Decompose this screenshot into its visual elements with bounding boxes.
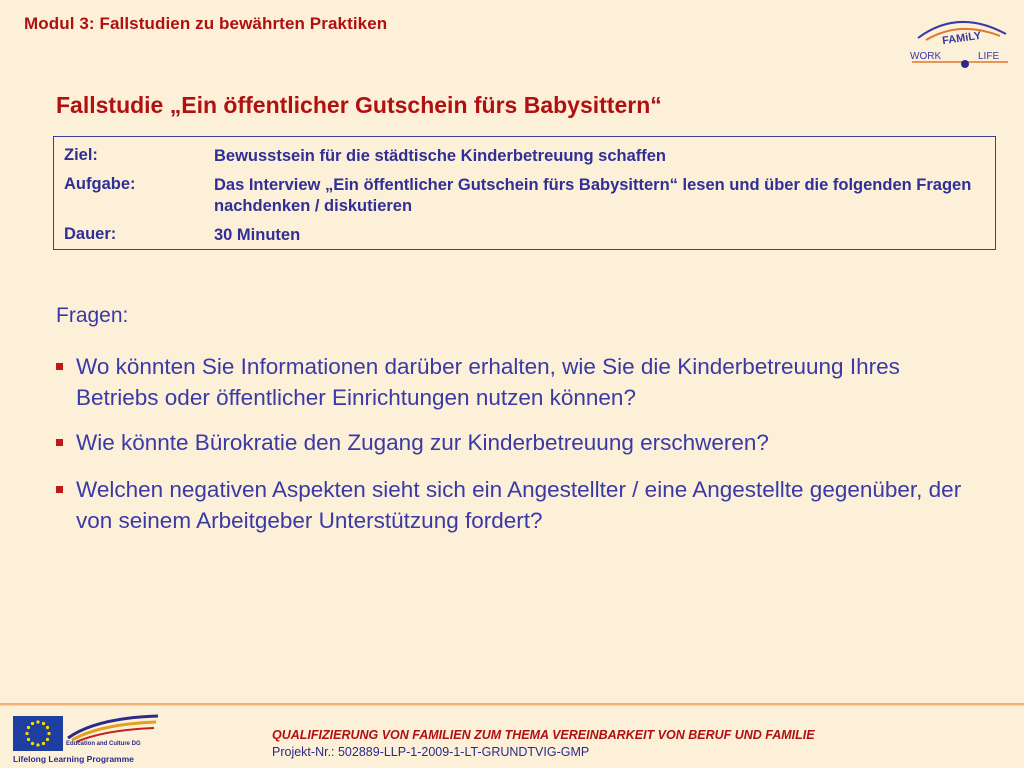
question-item — [56, 474, 986, 536]
goal-value: Bewusstsein für die städtische Kinderbetreuung schaffen — [214, 147, 667, 165]
question-text: Wie könnte Bürokratie den Zugang zur Kinderbetreuung erschweren? — [76, 430, 769, 455]
questions-heading: Fragen: — [56, 304, 129, 327]
question-text: Wo könnten Sie Informationen darüber erhalten, wie Sie die Kinderbetreuung Ihres Betriebs oder öffentlicher Einrichtungen nutzen können? — [76, 354, 900, 410]
slide-title: Fallstudie „Ein öffentlicher Gutschein fürs Babysittern“ — [56, 92, 662, 118]
task-label: Aufgabe: — [64, 175, 136, 193]
module-title: Modul 3: Fallstudien zu bewährten Praktiken — [24, 14, 388, 33]
bullet-icon — [56, 439, 63, 446]
bullet-icon — [56, 486, 63, 493]
footer-project-title: QUALIFIZIERUNG VON FAMILIEN ZUM THEMA VEREINBARKEIT VON BERUF UND FAMILIE — [272, 728, 815, 742]
question-text: Welchen negativen Aspekten sieht sich ein Angestellter / eine Angestellte gegenüber, der von seinem Arbeitgeber Unterstützung fordert? — [76, 477, 962, 533]
footer-divider-light — [0, 705, 1024, 706]
task-value: Das Interview „Ein öffentlicher Gutschein fürs Babysittern“ lesen und über die folgenden Fragen nachdenken / diskutieren — [214, 176, 972, 215]
logo-family-text: FAMiLY — [941, 29, 983, 48]
goal-label: Ziel: — [64, 146, 98, 164]
family-work-life-logo — [908, 14, 1012, 70]
bullet-icon — [56, 363, 63, 370]
duration-value: 30 Minuten — [214, 226, 301, 244]
question-item — [56, 427, 986, 458]
lifelong-learning-text: Lifelong Learning Programme — [13, 754, 134, 764]
footer-project-number: Projekt-Nr.: 502889-LLP-1-2009-1-LT-GRUNDTVIG-GMP — [272, 745, 590, 759]
edu-culture-text: Education and Culture DG — [66, 741, 141, 747]
logo-life-text: LIFE — [978, 51, 1000, 62]
question-item — [56, 351, 986, 413]
task-info-box — [53, 136, 996, 250]
logo-work-text: WORK — [910, 51, 942, 62]
eu-flag-icon — [13, 716, 63, 751]
duration-label: Dauer: — [64, 225, 117, 243]
